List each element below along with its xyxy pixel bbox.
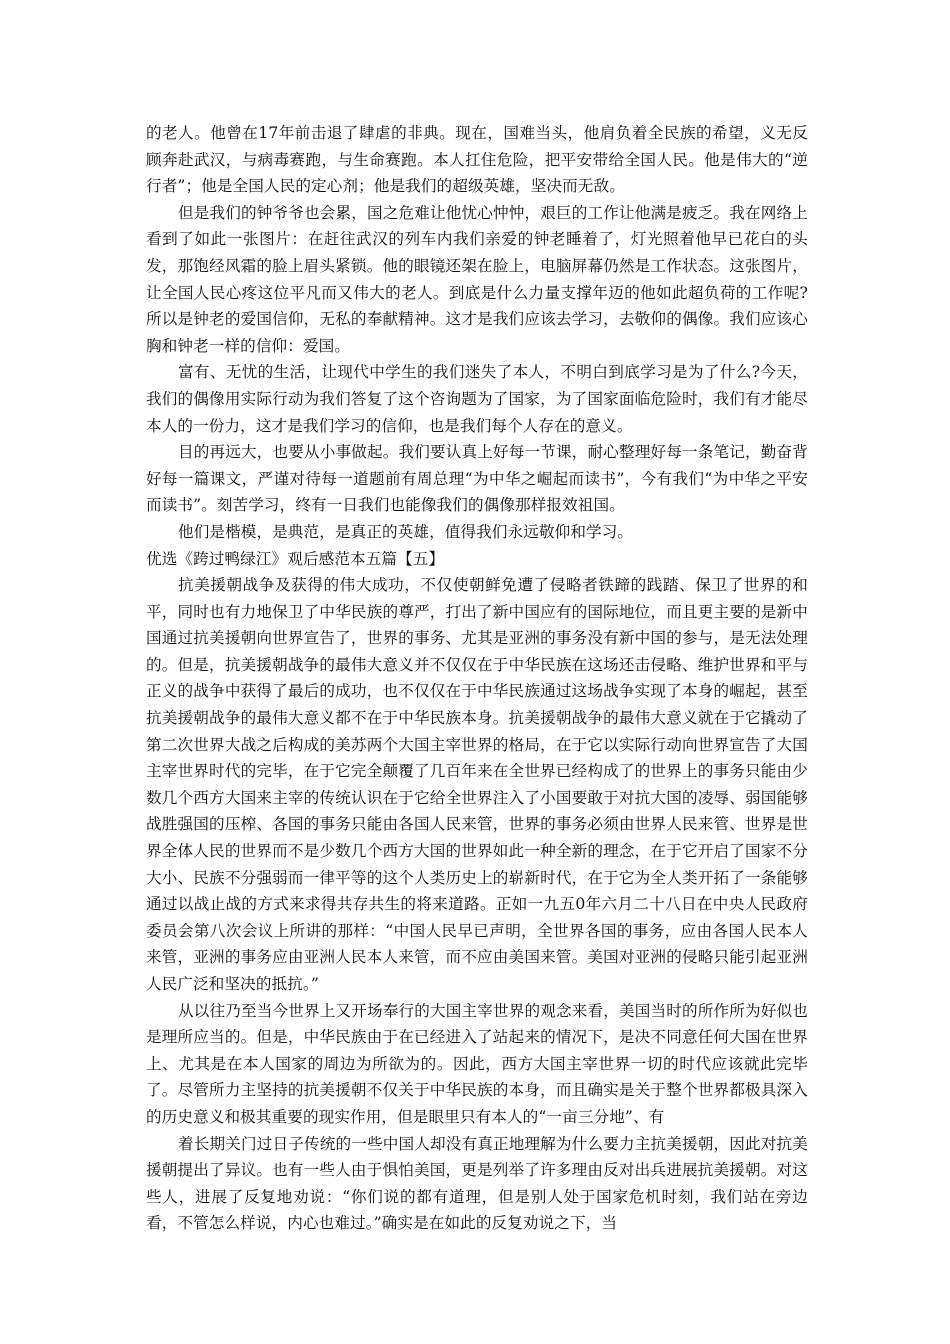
paragraph-5: 他们是楷模，是典范，是真正的英雄，值得我们永远敬仰和学习。 bbox=[178, 522, 634, 541]
paragraph-4: 目的再远大，也要从小事做起。我们要认真上好每一节课，耐心整理好每一条笔记，勤奋背好每一篇课文，严谨对待每一道题前有周总理“为中华之崛起而读书”，今有我们“为中华之平安而读书”。刻苦学习，终有一日我们也能像我们的偶像那样报效祖国。 bbox=[146, 443, 808, 515]
paragraph-6: 抗美援朝战争及获得的伟大成功，不仅使朝鲜免遭了侵略者铁蹄的践踏、保卫了世界的和平，同时也有力地保卫了中华民族的尊严，打出了新中国应有的国际地位，而且更主要的是新中国通过抗美援朝向世界宣告了，世界的事务、尤其是亚洲的事务没有新中国的参与，是无法处理的。但是，抗美援朝战争的最伟大意义并不仅仅在于中华民族在这场还击侵略、维护世界和平与正义的战争中获得了最后的成功，也不仅仅在于中华民族通过这场战争实现了本身的崛起，甚至抗美援朝战争的最伟大意义都不在于中华民族本身。抗美援朝战争的最伟大意义就在于它撬动了第二次世界大战之后构成的美苏两个大国主宰世界的格局，在于它以实际行动向世界宣告了大国主宰世界时代的完毕，在于它完全颠覆了几百年来在全世界已经构成了的世界上的事务只能由少数几个西方大国来主宰的传统认识在于它给全世界注入了小国要敢于对抗大国的凌辱、弱国能够战胜强国的压榨、各国的事务只能由各国人民来管，世界的事务必须由世界人民来管、世界是世界全体人民的世界而不是少数几个西方大国的世界如此一种全新的理念，在于它开启了国家不分大小、民族不分强弱而一律平等的这个人类历史上的崭新时代，在于它为全人类开拓了一条能够通过以战止战的方式来求得共存共生的将来道路。正如一九五0年六月二十八日在中央人民政府委员会第八次会议上所讲的那样：“中国人民早已声明，全世界各国的事务，应由各国人民本人来管，亚洲的事务应由亚洲人民本人来管，而不应由美国来管。美国对亚洲的侵略只能引起亚洲人民广泛和坚决的抵抗。” bbox=[146, 576, 808, 993]
paragraph-1: 的老人。他曾在17年前击退了肆虐的非典。现在，国难当头，他肩负着全民族的希望，义无反顾奔赴武汉，与病毒赛跑，与生命赛跑。本人扛住危险，把平安带给全国人民。他是伟大的“逆行者”；他是全国人民的定心剂；他是我们的超级英雄，坚决而无敌。 bbox=[146, 124, 808, 196]
paragraph-3: 富有、无忧的生活，让现代中学生的我们迷失了本人，不明白到底学习是为了什么?今天，我们的偶像用实际行动为我们答复了这个咨询题为了国家，为了国家面临危险时，我们有才能尽本人的一份力，这才是我们学习的信仰，也是我们每个人存在的意义。 bbox=[146, 363, 808, 435]
paragraph-8: 着长期关门过日子传统的一些中国人却没有真正地理解为什么要力主抗美援朝，因此对抗美援朝提出了异议。也有一些人由于惧怕美国，更是列举了许多理由反对出兵进展抗美援朝。对这些人，进展了反复地劝说：“你们说的都有道理，但是别人处于国家危机时刻，我们站在旁边看，不管怎么样说，内心也难过。”确实是在如此的反复劝说之下，当 bbox=[146, 1134, 808, 1233]
section-heading: 优选《跨过鸭绿江》观后感范本五篇【五】 bbox=[146, 549, 445, 568]
paragraph-7: 从以往乃至当今世界上又开场奉行的大国主宰世界的观念来看，美国当时的所作所为好似也是理所应当的。但是，中华民族由于在已经进入了站起来的情况下，是决不同意任何大国在世界上、尤其是在本人国家的周边为所欲为的。因此，西方大国主宰世界一切的时代应该就此完毕了。尽管所力主坚持的抗美援朝不仅关于中华民族的本身，而且确实是关于整个世界都极具深入的历史意义和极其重要的现实作用，但是眼里只有本人的“一亩三分地”、有 bbox=[146, 1001, 808, 1126]
paragraph-2: 但是我们的钟爷爷也会累，国之危难让他忧心忡忡，艰巨的工作让他满是疲乏。我在网络上看到了如此一张图片：在赶往武汉的列车内我们亲爱的钟老睡着了，灯光照着他早已花白的头发，那饱经风霜的脸上眉头紧锁。他的眼镜还架在脸上，电脑屏幕仍然是工作状态。这张图片，让全国人民心疼这位平凡而又伟大的老人。到底是什么力量支撑年迈的他如此超负荷的工作呢?所以是钟老的爱国信仰，无私的奉献精神。这才是我们应该去学习，去敬仰的偶像。我们应该心胸和钟老一样的信仰：爱国。 bbox=[146, 203, 808, 355]
document-page bbox=[146, 120, 808, 1237]
